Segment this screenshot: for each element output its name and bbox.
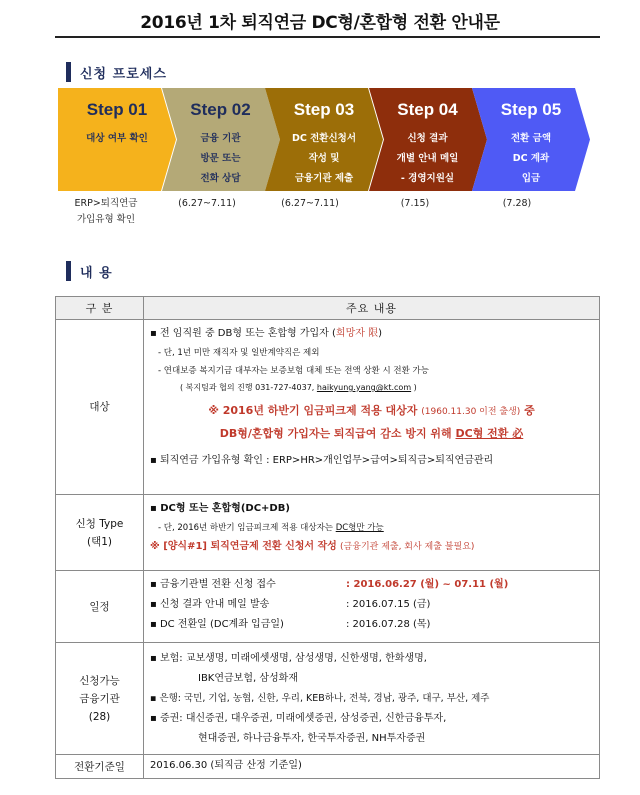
content-institutions	[144, 643, 600, 755]
process-step-2	[162, 88, 280, 191]
target-line-5: ▪ 퇴직연금 가입유형 확인 : ERP>HR>개인업무>급여>퇴직금>퇴직연금관리	[150, 455, 494, 466]
section-marker	[66, 62, 71, 82]
row-schedule	[56, 571, 600, 643]
label-base-date: 전환기준일	[56, 755, 144, 779]
type-line-1: ▪ DC형 또는 혼합형(DC+DB)	[150, 503, 290, 514]
step-description: 금융 기관 방문 또는 전화 상담	[200, 133, 241, 184]
target-line-1: ▪ 전 임직원 중 DB형 또는 혼합형 가입자 (희망자 限)	[150, 328, 382, 339]
process-step-3	[265, 88, 383, 191]
header-category: 구 분	[56, 297, 144, 320]
section-content-heading	[66, 261, 113, 281]
bank-line: ▪ 은행: 국민, 기업, 농협, 신한, 우리, KEB하나, 전북, 경남, 광주, 대구, 부산, 제주	[150, 693, 490, 704]
process-step-4	[369, 88, 487, 191]
step-title: Step 01	[86, 100, 148, 119]
target-warning-1: ※ 2016년 하반기 임금피크제 적용 대상자 (1960.11.30 이전 출생) 중	[208, 404, 535, 417]
schedule-row-1: ▪ 금융기관별 전환 신청 접수 : 2016.06.27 (월) ~ 07.11 (월)	[150, 579, 509, 590]
type-line-2: - 단, 2016년 하반기 임금피크제 적용 대상자는 DC형만 가능	[158, 523, 384, 533]
step-title: Step 04	[397, 100, 458, 119]
schedule-row-3: ▪ DC 전환일 (DC계좌 입금일) : 2016.07.28 (목)	[150, 619, 431, 630]
process-step-1	[58, 88, 176, 191]
label-institutions: 신청가능 금융기관 (28)	[56, 643, 144, 755]
target-line-4: ( 복지팀과 협의 진행 031-727-4037, haikyung.yang@kt.com )	[180, 383, 417, 392]
row-target	[56, 320, 600, 495]
row-base-date	[56, 755, 600, 779]
title-divider	[55, 36, 600, 38]
target-warning-2: DB형/혼합형 가입자는 퇴직급여 감소 방지 위해 DC형 전환 必	[219, 427, 524, 440]
content-base-date: 2016.06.30 (퇴직금 산정 기준일)	[144, 755, 600, 779]
info-table	[55, 296, 600, 779]
section-content-title: 내 용	[80, 265, 113, 281]
step-title: Step 02	[190, 100, 251, 119]
row-type	[56, 495, 600, 571]
target-line-3: - 연대보증 복지기금 대부자는 보증보험 대체 또는 전액 상환 시 전환 가능	[158, 366, 429, 376]
contact-email[interactable]: haikyung.yang@kt.com	[316, 383, 412, 392]
table-header-row	[56, 297, 600, 320]
securities-line-1: ▪ 증권: 대신증권, 대우증권, 미래에셋증권, 삼성증권, 신한금융투자,	[150, 713, 447, 724]
content-schedule	[144, 571, 600, 643]
step-description: 대상 여부 확인	[86, 133, 148, 144]
insurance-line-1: ▪ 보험: 교보생명, 미래에셋생명, 삼성생명, 신한생명, 한화생명,	[150, 653, 427, 664]
step-description: 신청 결과 개별 안내 메일 - 경영지원실	[396, 133, 459, 184]
step-description: 전환 금액 DC 계좌 입금	[510, 133, 551, 184]
type-line-3: ※ [양식#1] 퇴직연금제 전환 신청서 작성 (금융기관 제출, 회사 제출 불필요)	[150, 541, 475, 552]
section-process-title: 신청 프로세스	[80, 66, 167, 82]
process-steps	[58, 88, 590, 191]
row-institutions	[56, 643, 600, 755]
step-note: (6.27~7.11)	[281, 198, 339, 209]
content-type	[144, 495, 600, 571]
process-step-notes	[0, 196, 640, 236]
page-title: 2016년 1차 퇴직연금 DC형/혼합형 전환 안내문	[140, 13, 500, 33]
content-target	[144, 320, 600, 495]
schedule-row-2: ▪ 신청 결과 안내 메일 발송 : 2016.07.15 (금)	[150, 599, 431, 610]
target-emphasis: 희망자 限	[335, 328, 379, 339]
label-type: 신청 Type (택1)	[56, 495, 144, 571]
label-target: 대상	[56, 320, 144, 495]
step-note: (7.28)	[502, 198, 532, 209]
label-schedule: 일정	[56, 571, 144, 643]
process-step-5	[472, 88, 590, 191]
step-note: ERP>퇴직연금 가입유형 확인	[74, 198, 138, 225]
step-description: DC 전환신청서 작성 및 금융기관 제출	[291, 133, 357, 184]
step-note: (6.27~7.11)	[178, 198, 236, 209]
step-note: (7.15)	[400, 198, 430, 209]
securities-line-2: 현대증권, 하나금융투자, 한국투자증권, NH투자증권	[198, 733, 426, 744]
section-marker	[66, 261, 71, 281]
insurance-line-2: IBK연금보험, 삼성화재	[198, 673, 299, 684]
header-content: 주요 내용	[144, 297, 600, 320]
section-process-heading	[66, 62, 167, 82]
target-line-2: - 단, 1년 미만 재직자 및 일반계약직은 제외	[158, 348, 320, 358]
step-title: Step 03	[293, 100, 355, 119]
step-title: Step 05	[500, 100, 562, 119]
